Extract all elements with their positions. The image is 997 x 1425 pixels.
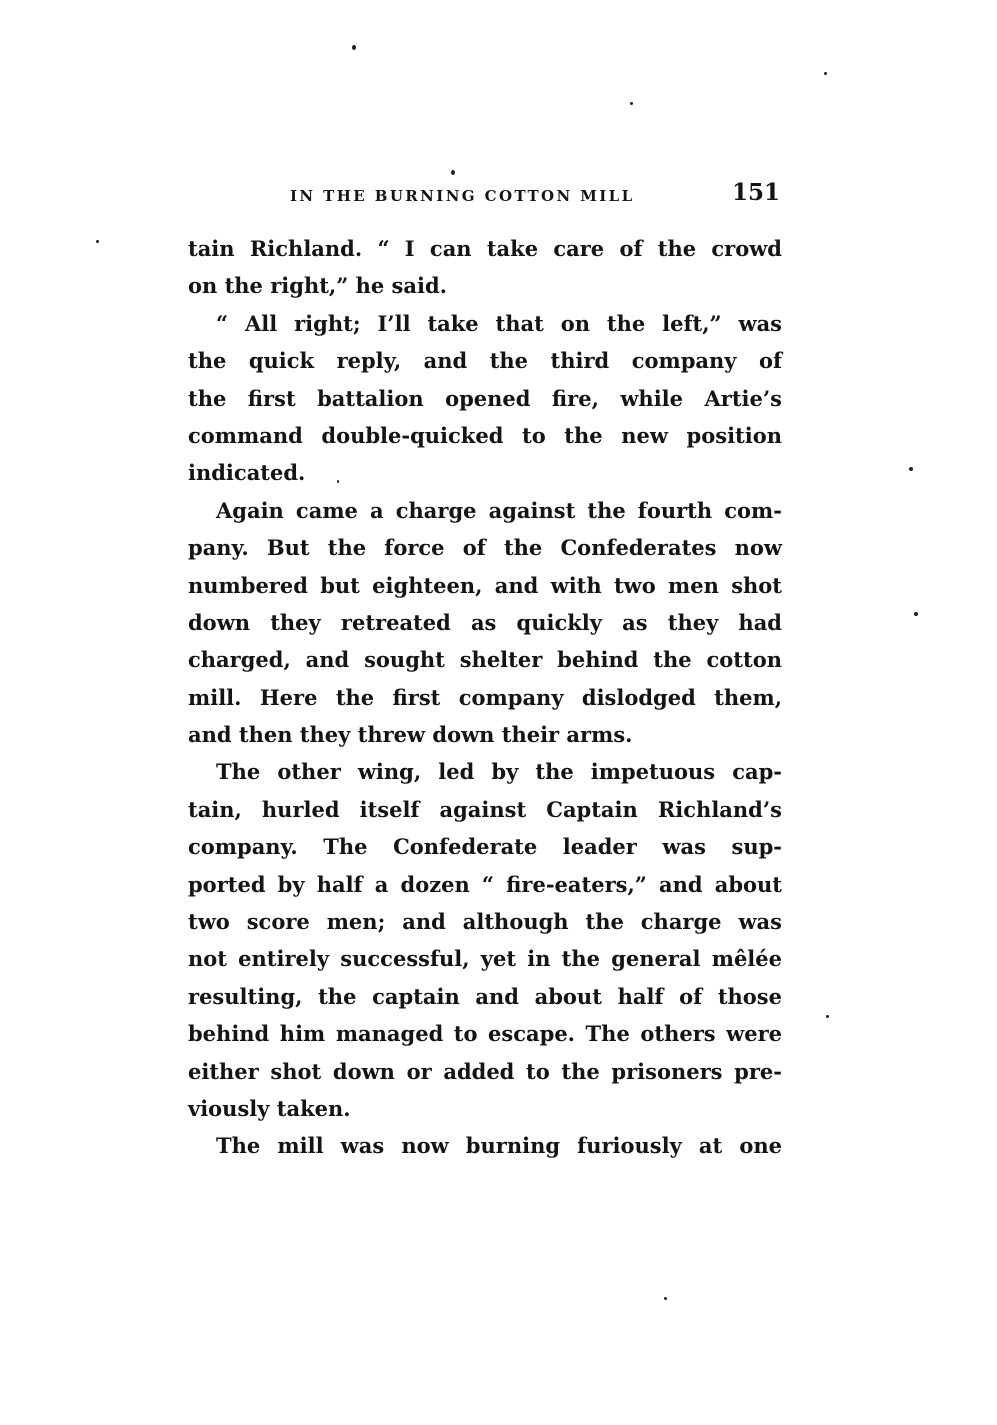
scan-speck <box>914 612 918 616</box>
scan-speck <box>664 1297 667 1300</box>
scan-speck <box>630 102 633 105</box>
text-line: tain, hurled itself against Captain Richland’s <box>188 796 782 822</box>
page-number: 151 <box>731 179 780 206</box>
text-line: The other wing, led by the impetuous cap- <box>216 759 782 785</box>
text-line: two score men; and although the charge was <box>188 909 782 935</box>
text-line: behind him managed to escape. The others were <box>188 1021 782 1047</box>
text-line: indicated. <box>188 460 306 486</box>
text-line: Again came a charge against the fourth com- <box>216 497 782 523</box>
text-line: the quick reply, and the third company of <box>188 348 782 374</box>
text-line: and then they threw down their arms. <box>188 722 633 748</box>
text-line: company. The Confederate leader was sup- <box>188 834 782 860</box>
text-line: mill. Here the first company dislodged them, <box>188 684 782 710</box>
scan-speck <box>451 170 455 175</box>
text-line: charged, and sought shelter behind the cotton <box>188 647 782 673</box>
text-line: viously taken. <box>188 1095 351 1121</box>
text-line: command double-quicked to the new position <box>188 422 782 448</box>
scan-speck <box>826 1015 829 1018</box>
text-line: not entirely successful, yet in the general mêlée <box>188 946 782 972</box>
text-line: on the right,” he said. <box>188 273 447 299</box>
text-line: resulting, the captain and about half of those <box>188 983 782 1009</box>
running-header <box>188 176 782 216</box>
running-title: IN THE BURNING COTTON MILL <box>290 187 635 205</box>
scan-speck <box>824 72 827 75</box>
scan-speck <box>96 240 99 243</box>
scan-speck <box>337 480 339 483</box>
text-line: pany. But the force of the Confederates now <box>188 535 782 561</box>
text-line: The mill was now burning furiously at one <box>216 1133 782 1159</box>
text-line: either shot down or added to the prisoners pre- <box>188 1058 782 1084</box>
text-line: the first battalion opened fire, while Artie’s <box>188 385 782 411</box>
scan-speck <box>909 467 913 471</box>
text-line: down they retreated as quickly as they had <box>188 609 782 635</box>
scan-speck <box>352 45 356 50</box>
text-line: numbered but eighteen, and with two men shot <box>188 572 782 598</box>
body-text <box>188 230 782 1165</box>
text-line: ported by half a dozen “ fire-eaters,” and about <box>188 871 782 897</box>
text-line: “ All right; I’ll take that on the left,” was <box>216 310 782 336</box>
text-line: tain Richland. “ I can take care of the crowd <box>188 236 782 261</box>
